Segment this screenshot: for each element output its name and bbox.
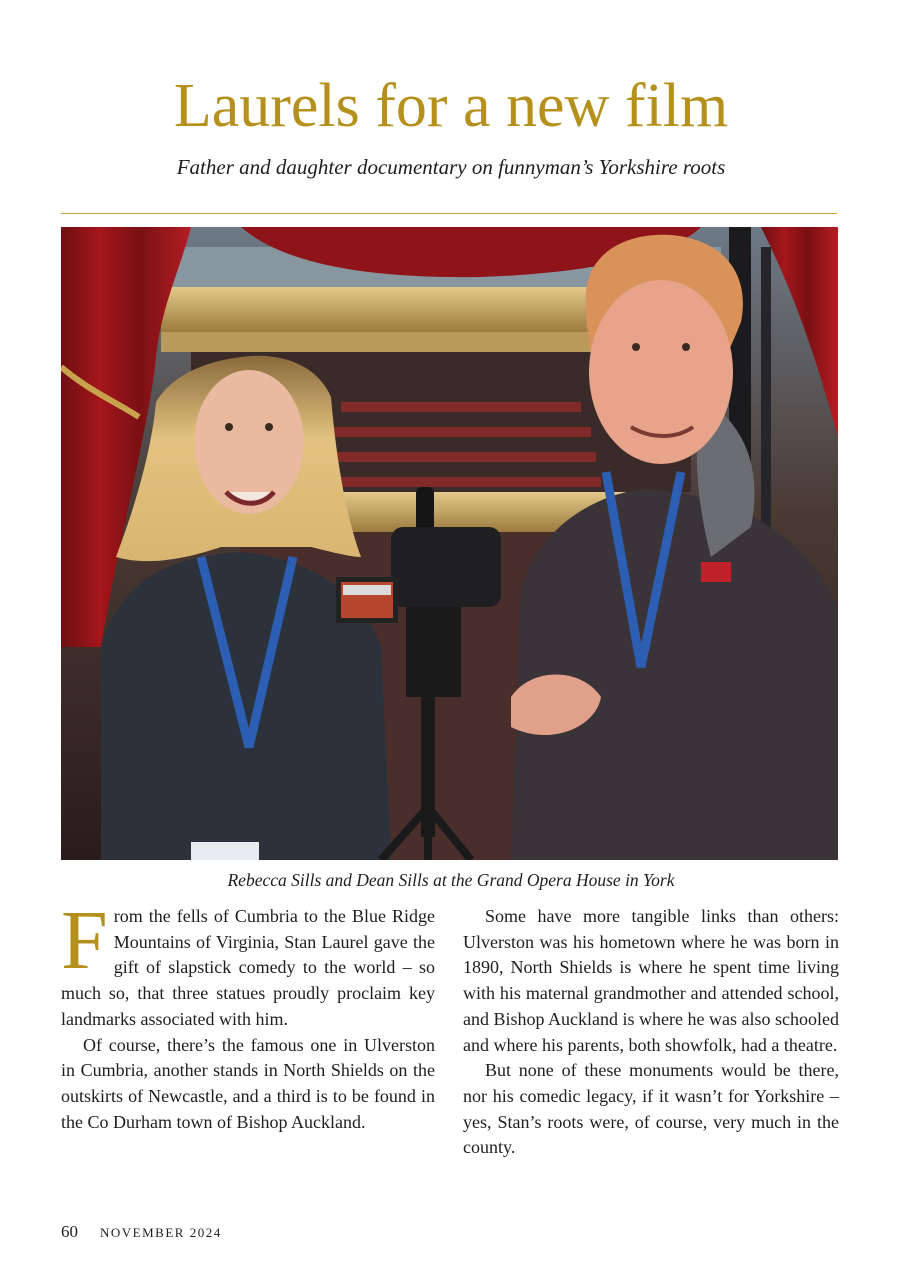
article-title: Laurels for a new film [173, 72, 729, 140]
page-footer [61, 1220, 222, 1245]
paragraph-1-text: rom the fells of Cumbria to the Blue Ridge Mountains of Virginia, Stan Laurel gave the gift of slapstick comedy to the world – so much so, that three statues proudly proclaim key landmarks associated with him. [61, 906, 435, 1029]
title-divider [61, 213, 837, 214]
article-subtitle: Father and daughter documentary on funnyman’s Yorkshire roots [176, 155, 726, 179]
paragraph-1 [61, 894, 435, 1033]
issue-date: NOVEMBER 2024 [100, 1225, 222, 1240]
article-photo [61, 227, 838, 860]
article-column-right [463, 904, 839, 1161]
article-column-left [61, 894, 435, 1135]
paragraph-3: Some have more tangible links than others: Ulverston was his hometown where he was born in 1890, North Shields is where he spent time living with his maternal grandmother and attended school, and Bishop Auckland is where he was also schooled and where his parents, both showfolk, had a theatre. [463, 906, 839, 1055]
paragraph-4: But none of these monuments would be there, nor his comedic legacy, if it wasn’t for Yorkshire – yes, Stan’s roots were, of course, very much in the county. [463, 1060, 839, 1158]
paragraph-2: Of course, there’s the famous one in Ulverston in Cumbria, another stands in North Shields on the outskirts of Newcastle, and a third is to be found in the Co Durham town of Bishop Auckland. [61, 1034, 435, 1132]
drop-cap: F [61, 894, 108, 987]
page-number: 60 [61, 1222, 78, 1241]
photo-caption: Rebecca Sills and Dean Sills at the Grand Opera House in York [227, 870, 675, 890]
theatre-scene-illustration [61, 227, 838, 860]
